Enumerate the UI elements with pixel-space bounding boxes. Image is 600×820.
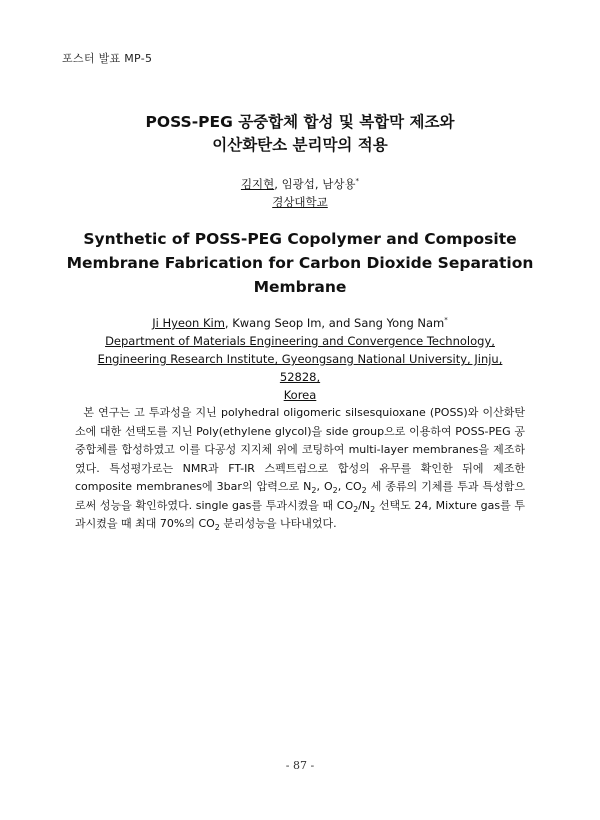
english-title-line-2: Membrane Fabrication for Carbon Dioxide Separation <box>66 254 534 272</box>
abstract-paragraph <box>75 404 525 534</box>
korean-author-list <box>0 175 600 193</box>
korean-author-2: 임광섭 <box>281 177 315 191</box>
english-corresponding-mark: * <box>444 316 448 325</box>
abstract-text-1: 본 연구는 고 투과성을 지닌 polyhedral oligomeric silsesquioxane (POSS)와 이산화탄소에 대한 선택도를 지닌 Poly(ethylene glycol)을 side group으로 이용하여 POSS-PEG 공중합체를 합성하였고 이를 다공성 지지체 위에 코팅하여 multi-layer membranes을 제조하였다. 특성평가로는 NMR과 FT-IR 스펙트럼으로 합성의 유무를 확인한 뒤에 제조한 composite membranes에 3bar의 압력으로 N <box>75 406 525 493</box>
english-affiliation-line-3: Korea <box>283 388 317 402</box>
abstract-subscript-1: 2 <box>311 486 317 496</box>
abstract-text-7: 분리성능을 나타내었다. <box>219 517 337 530</box>
korean-author-3: 남상용 <box>322 177 356 191</box>
abstract-text-6: 선택도 24, Mixture gas를 투과시켰을 때 최대 70%의 CO <box>75 498 525 530</box>
abstract-subscript-6: 2 <box>214 523 220 533</box>
english-title <box>60 227 540 299</box>
korean-title-line-1: POSS-PEG 공중합체 합성 및 복합막 제조와 <box>145 113 455 131</box>
abstract-subscript-4: 2 <box>353 504 359 514</box>
abstract-text-3: , CO <box>337 480 362 493</box>
english-title-line-1: Synthetic of POSS-PEG Copolymer and Composite <box>83 230 517 248</box>
korean-corresponding-mark: * <box>355 177 360 186</box>
korean-author-1: 김지현 <box>240 177 275 191</box>
korean-affiliation: 경상대학교 <box>272 195 328 209</box>
english-title-line-3: Membrane <box>253 278 347 296</box>
abstract-text-4: 세 종류의 기체를 투과 특성함으로써 성능을 확인하였다. single gas를 투과시켰을 때 CO <box>75 480 526 512</box>
session-label: 포스터 발표 MP-5 <box>62 52 153 65</box>
korean-title <box>0 111 600 157</box>
english-author-1: Ji Hyeon Kim <box>152 316 225 330</box>
abstract-subscript-5: 2 <box>370 504 376 514</box>
english-authors-block <box>80 314 520 404</box>
english-affiliation-line-1: Department of Materials Engineering and Convergence Technology, <box>105 334 495 348</box>
korean-authors-block <box>0 175 600 211</box>
korean-author-separator-2: , <box>314 177 323 191</box>
english-affiliation-line-2: Engineering Research Institute, Gyeongsang National University, Jinju, 52828, <box>97 352 503 384</box>
abstract-text-2: , O <box>316 480 333 493</box>
english-author-list <box>80 314 520 332</box>
korean-author-separator-1: , <box>274 177 282 191</box>
abstract-subscript-3: 2 <box>361 486 367 496</box>
abstract-subscript-2: 2 <box>332 486 338 496</box>
abstract-text-5: /N <box>358 498 371 512</box>
page-number: - 87 - <box>285 759 315 772</box>
english-author-rest: , Kwang Seop Im, and Sang Yong Nam <box>224 316 445 330</box>
korean-title-line-2: 이산화탄소 분리막의 적용 <box>212 136 388 154</box>
